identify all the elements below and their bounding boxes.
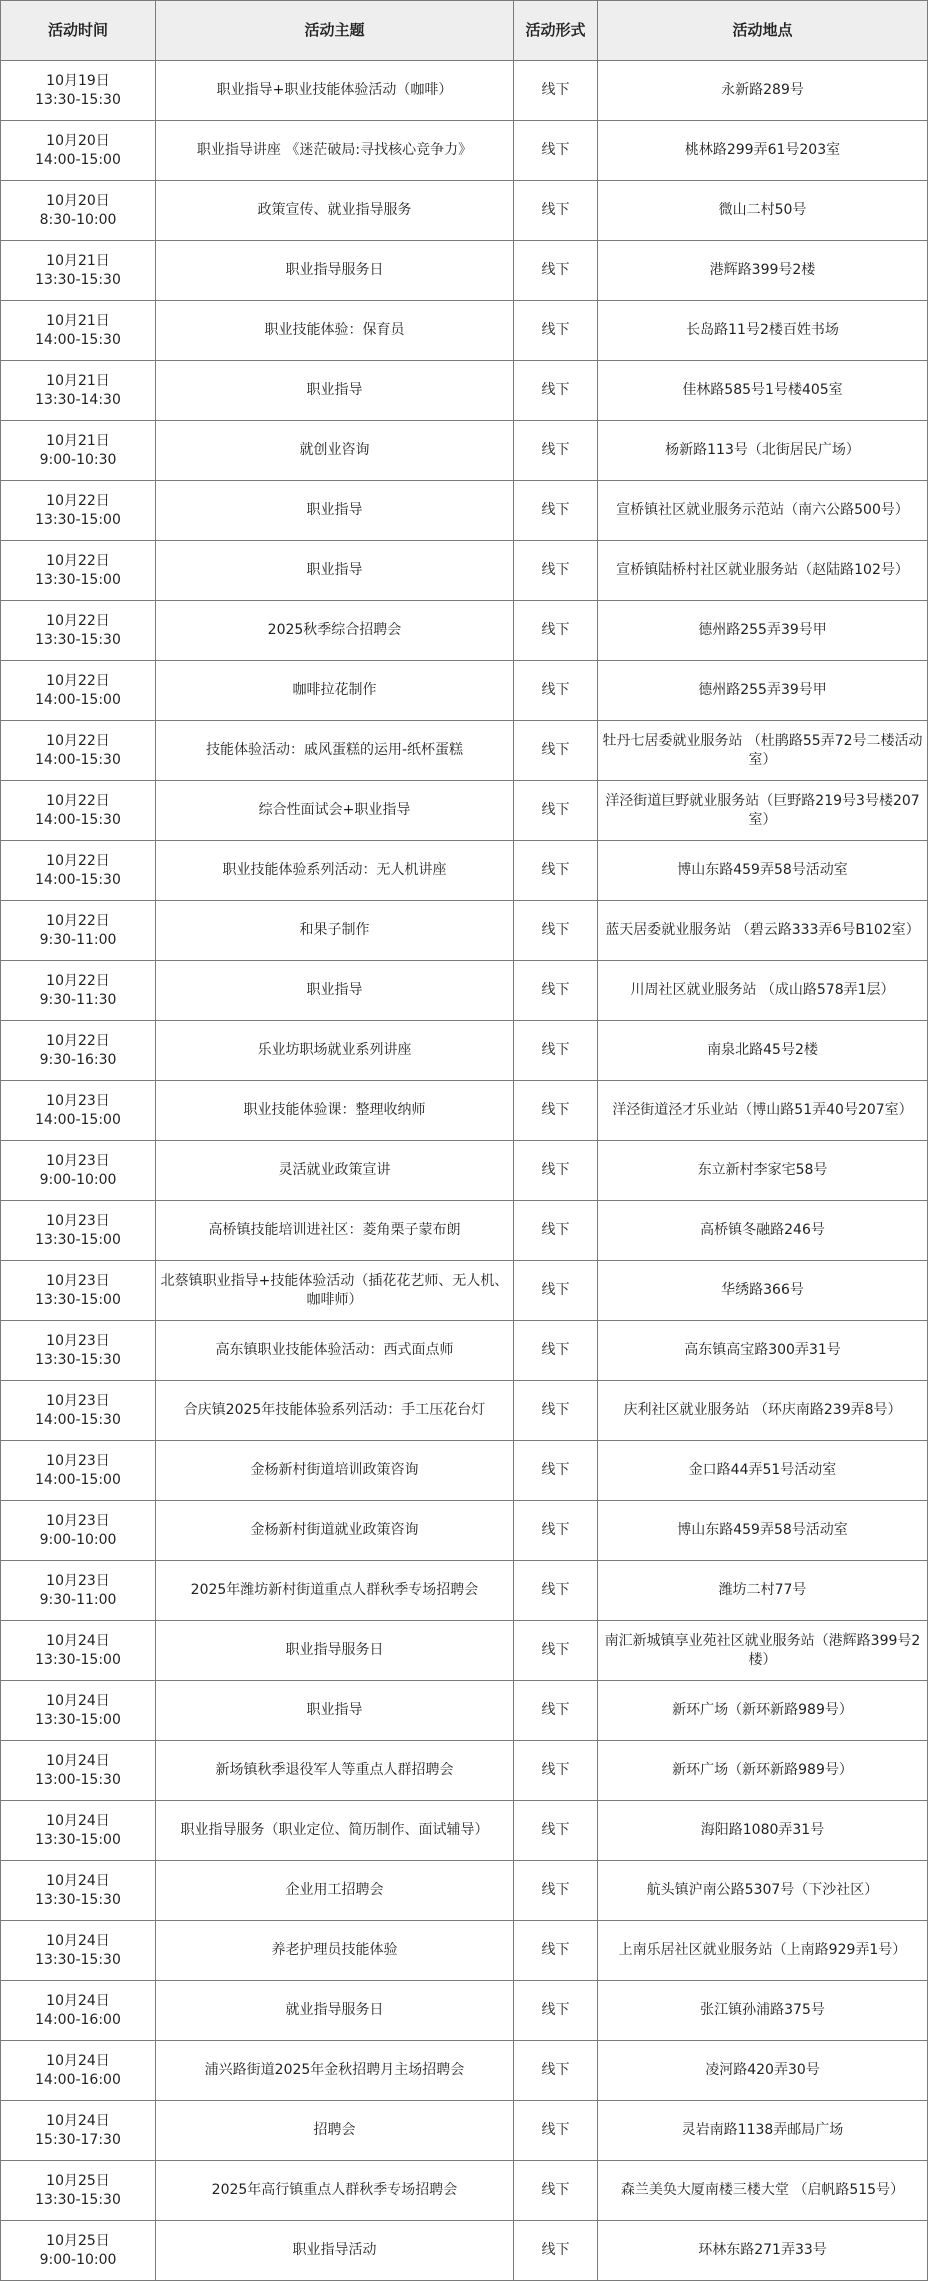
event-time-range: 14:00-15:00 — [35, 1111, 121, 1128]
cell-topic: 职业指导讲座 《迷茫破局:寻找核心竞争力》 — [156, 121, 514, 181]
cell-form: 线下 — [514, 1081, 598, 1141]
event-date: 10月22日 — [46, 612, 110, 629]
event-date: 10月22日 — [46, 492, 110, 509]
cell-location: 环林东路271弄33号 — [598, 2221, 928, 2281]
table-row — [1, 2161, 928, 2221]
cell-time — [1, 61, 156, 121]
table-row — [1, 1561, 928, 1621]
cell-form: 线下 — [514, 1021, 598, 1081]
table-row — [1, 601, 928, 661]
event-date: 10月23日 — [46, 1272, 110, 1289]
cell-location: 佳林路585号1号楼405室 — [598, 361, 928, 421]
cell-form: 线下 — [514, 1441, 598, 1501]
event-date: 10月23日 — [46, 1572, 110, 1589]
cell-location: 张江镇孙浦路375号 — [598, 1981, 928, 2041]
table-row — [1, 1201, 928, 1261]
cell-topic: 职业指导 — [156, 1681, 514, 1741]
event-time-range: 14:00-16:00 — [35, 2071, 121, 2088]
cell-location: 港辉路399号2楼 — [598, 241, 928, 301]
event-date: 10月23日 — [46, 1092, 110, 1109]
cell-form: 线下 — [514, 601, 598, 661]
cell-time — [1, 661, 156, 721]
table-row — [1, 781, 928, 841]
cell-location: 桃林路299弄61号203室 — [598, 121, 928, 181]
event-date: 10月22日 — [46, 672, 110, 689]
cell-form: 线下 — [514, 1801, 598, 1861]
cell-topic: 职业技能体验：保育员 — [156, 301, 514, 361]
header-location: 活动地点 — [598, 1, 928, 61]
cell-topic: 新场镇秋季退役军人等重点人群招聘会 — [156, 1741, 514, 1801]
event-time-range: 9:00-10:00 — [39, 1171, 117, 1188]
event-time-range: 14:00-16:00 — [35, 2011, 121, 2028]
table-row — [1, 61, 928, 121]
cell-time — [1, 241, 156, 301]
table-row — [1, 1261, 928, 1321]
cell-form: 线下 — [514, 2161, 598, 2221]
cell-form: 线下 — [514, 61, 598, 121]
cell-topic: 合庆镇2025年技能体验系列活动：手工压花台灯 — [156, 1381, 514, 1441]
cell-topic: 乐业坊职场就业系列讲座 — [156, 1021, 514, 1081]
event-time-range: 14:00-15:00 — [35, 691, 121, 708]
cell-topic: 政策宣传、就业指导服务 — [156, 181, 514, 241]
cell-location: 海阳路1080弄31号 — [598, 1801, 928, 1861]
cell-topic: 金杨新村街道培训政策咨询 — [156, 1441, 514, 1501]
cell-topic: 技能体验活动：戚风蛋糕的运用-纸杯蛋糕 — [156, 721, 514, 781]
cell-location: 东立新村李家宅58号 — [598, 1141, 928, 1201]
event-date: 10月22日 — [46, 852, 110, 869]
cell-location: 长岛路11号2楼百姓书场 — [598, 301, 928, 361]
cell-location: 牡丹七居委就业服务站 （杜鹃路55弄72号二楼活动室） — [598, 721, 928, 781]
cell-topic: 和果子制作 — [156, 901, 514, 961]
event-date: 10月23日 — [46, 1332, 110, 1349]
event-time-range: 13:30-15:00 — [35, 511, 121, 528]
cell-location: 川周社区就业服务站 （成山路578弄1层） — [598, 961, 928, 1021]
header-form: 活动形式 — [514, 1, 598, 61]
cell-time — [1, 1381, 156, 1441]
event-date: 10月23日 — [46, 1152, 110, 1169]
event-time-range: 13:30-15:30 — [35, 1351, 121, 1368]
cell-time — [1, 1501, 156, 1561]
cell-form: 线下 — [514, 361, 598, 421]
cell-form: 线下 — [514, 1141, 598, 1201]
cell-topic: 养老护理员技能体验 — [156, 1921, 514, 1981]
cell-location: 博山东路459弄58号活动室 — [598, 841, 928, 901]
event-time-range: 13:30-15:30 — [35, 271, 121, 288]
event-time-range: 14:00-15:30 — [35, 811, 121, 828]
event-date: 10月21日 — [46, 312, 110, 329]
event-time-range: 9:30-16:30 — [39, 1051, 117, 1068]
cell-time — [1, 601, 156, 661]
event-date: 10月24日 — [46, 1872, 110, 1889]
event-date: 10月24日 — [46, 1752, 110, 1769]
cell-time — [1, 181, 156, 241]
table-row — [1, 1741, 928, 1801]
table-row — [1, 1621, 928, 1681]
event-date: 10月24日 — [46, 1632, 110, 1649]
event-time-range: 14:00-15:30 — [35, 1411, 121, 1428]
event-time-range: 9:00-10:30 — [39, 451, 117, 468]
event-date: 10月24日 — [46, 2112, 110, 2129]
cell-location: 洋泾街道泾才乐业站（博山路51弄40号207室） — [598, 1081, 928, 1141]
cell-form: 线下 — [514, 181, 598, 241]
event-date: 10月24日 — [46, 1992, 110, 2009]
cell-location: 凌河路420弄30号 — [598, 2041, 928, 2101]
event-date: 10月20日 — [46, 192, 110, 209]
table-row — [1, 181, 928, 241]
cell-topic: 职业指导+职业技能体验活动（咖啡） — [156, 61, 514, 121]
cell-form: 线下 — [514, 721, 598, 781]
table-row — [1, 2221, 928, 2281]
table-row — [1, 1921, 928, 1981]
event-date: 10月23日 — [46, 1212, 110, 1229]
table-row — [1, 1981, 928, 2041]
cell-location: 航头镇沪南公路5307号（下沙社区） — [598, 1861, 928, 1921]
cell-time — [1, 2041, 156, 2101]
cell-time — [1, 301, 156, 361]
event-time-range: 13:30-15:30 — [35, 631, 121, 648]
table-row — [1, 2041, 928, 2101]
cell-topic: 职业指导服务（职业定位、简历制作、面试辅导） — [156, 1801, 514, 1861]
event-date: 10月22日 — [46, 792, 110, 809]
cell-location: 蓝天居委就业服务站 （碧云路333弄6号B102室） — [598, 901, 928, 961]
table-row — [1, 481, 928, 541]
cell-form: 线下 — [514, 1381, 598, 1441]
cell-location: 金口路44弄51号活动室 — [598, 1441, 928, 1501]
event-time-range: 14:00-15:00 — [35, 1471, 121, 1488]
event-time-range: 13:30-15:00 — [35, 571, 121, 588]
cell-topic: 职业指导活动 — [156, 2221, 514, 2281]
event-time-range: 9:00-10:00 — [39, 2251, 117, 2268]
header-time: 活动时间 — [1, 1, 156, 61]
cell-location: 德州路255弄39号甲 — [598, 601, 928, 661]
event-time-range: 14:00-15:00 — [35, 151, 121, 168]
header-row — [1, 1, 928, 61]
header-topic: 活动主题 — [156, 1, 514, 61]
cell-topic: 职业技能体验系列活动：无人机讲座 — [156, 841, 514, 901]
cell-topic: 职业技能体验课：整理收纳师 — [156, 1081, 514, 1141]
cell-form: 线下 — [514, 2101, 598, 2161]
cell-topic: 就业指导服务日 — [156, 1981, 514, 2041]
event-time-range: 13:30-15:00 — [35, 1651, 121, 1668]
table-row — [1, 1801, 928, 1861]
event-date: 10月23日 — [46, 1392, 110, 1409]
cell-location: 永新路289号 — [598, 61, 928, 121]
cell-location: 森兰美奂大厦南楼三楼大堂 （启帆路515号） — [598, 2161, 928, 2221]
event-date: 10月24日 — [46, 1692, 110, 1709]
cell-time — [1, 1081, 156, 1141]
cell-time — [1, 361, 156, 421]
cell-time — [1, 1681, 156, 1741]
event-date: 10月23日 — [46, 1512, 110, 1529]
event-date: 10月24日 — [46, 1812, 110, 1829]
cell-location: 华绣路366号 — [598, 1261, 928, 1321]
event-time-range: 13:30-15:30 — [35, 91, 121, 108]
event-time-range: 13:30-15:00 — [35, 1291, 121, 1308]
cell-location: 德州路255弄39号甲 — [598, 661, 928, 721]
event-time-range: 13:30-15:00 — [35, 1711, 121, 1728]
event-time-range: 14:00-15:30 — [35, 871, 121, 888]
cell-time — [1, 1981, 156, 2041]
cell-location: 微山二村50号 — [598, 181, 928, 241]
cell-time — [1, 1321, 156, 1381]
event-date: 10月25日 — [46, 2232, 110, 2249]
cell-time — [1, 1441, 156, 1501]
table-row — [1, 661, 928, 721]
cell-time — [1, 1861, 156, 1921]
cell-location: 南汇新城镇享业苑社区就业服务站（港辉路399号2楼） — [598, 1621, 928, 1681]
cell-time — [1, 2161, 156, 2221]
table-body — [1, 61, 928, 2281]
table-header — [1, 1, 928, 61]
event-date: 10月25日 — [46, 2172, 110, 2189]
cell-form: 线下 — [514, 2041, 598, 2101]
cell-location: 高东镇高宝路300弄31号 — [598, 1321, 928, 1381]
cell-form: 线下 — [514, 1561, 598, 1621]
cell-topic: 北蔡镇职业指导+技能体验活动（插花花艺师、无人机、咖啡师） — [156, 1261, 514, 1321]
cell-form: 线下 — [514, 421, 598, 481]
table-row — [1, 1081, 928, 1141]
cell-topic: 职业指导 — [156, 361, 514, 421]
table-row — [1, 1381, 928, 1441]
event-date: 10月22日 — [46, 552, 110, 569]
cell-topic: 综合性面试会+职业指导 — [156, 781, 514, 841]
cell-location: 洋泾街道巨野就业服务站（巨野路219号3号楼207室） — [598, 781, 928, 841]
table-row — [1, 721, 928, 781]
table-row — [1, 1861, 928, 1921]
cell-form: 线下 — [514, 481, 598, 541]
table-row — [1, 301, 928, 361]
cell-form: 线下 — [514, 121, 598, 181]
cell-topic: 企业用工招聘会 — [156, 1861, 514, 1921]
event-date: 10月21日 — [46, 432, 110, 449]
event-time-range: 8:30-10:00 — [39, 211, 117, 228]
event-time-range: 15:30-17:30 — [35, 2131, 121, 2148]
cell-location: 南泉北路45号2楼 — [598, 1021, 928, 1081]
cell-form: 线下 — [514, 1921, 598, 1981]
cell-topic: 职业指导服务日 — [156, 241, 514, 301]
cell-form: 线下 — [514, 2221, 598, 2281]
cell-form: 线下 — [514, 781, 598, 841]
cell-location: 杨新路113号（北街居民广场） — [598, 421, 928, 481]
cell-form: 线下 — [514, 301, 598, 361]
cell-form: 线下 — [514, 1621, 598, 1681]
cell-time — [1, 841, 156, 901]
event-date: 10月22日 — [46, 912, 110, 929]
cell-topic: 金杨新村街道就业政策咨询 — [156, 1501, 514, 1561]
event-date: 10月22日 — [46, 732, 110, 749]
cell-time — [1, 1741, 156, 1801]
cell-form: 线下 — [514, 901, 598, 961]
cell-topic: 职业指导服务日 — [156, 1621, 514, 1681]
cell-form: 线下 — [514, 1201, 598, 1261]
table-row — [1, 1501, 928, 1561]
cell-time — [1, 1921, 156, 1981]
cell-time — [1, 2221, 156, 2281]
cell-time — [1, 1561, 156, 1621]
table-row — [1, 421, 928, 481]
table-row — [1, 121, 928, 181]
table-row — [1, 2101, 928, 2161]
cell-time — [1, 1801, 156, 1861]
cell-time — [1, 1141, 156, 1201]
cell-location: 上南乐居社区就业服务站（上南路929弄1号） — [598, 1921, 928, 1981]
cell-form: 线下 — [514, 1681, 598, 1741]
cell-form: 线下 — [514, 841, 598, 901]
event-date: 10月22日 — [46, 972, 110, 989]
event-date: 10月20日 — [46, 132, 110, 149]
event-time-range: 13:30-15:00 — [35, 1831, 121, 1848]
cell-form: 线下 — [514, 1261, 598, 1321]
table-row — [1, 241, 928, 301]
table-row — [1, 1441, 928, 1501]
cell-form: 线下 — [514, 1981, 598, 2041]
cell-time — [1, 1261, 156, 1321]
cell-time — [1, 961, 156, 1021]
table-row — [1, 841, 928, 901]
event-time-range: 13:00-15:30 — [35, 1771, 121, 1788]
table-row — [1, 1141, 928, 1201]
cell-time — [1, 421, 156, 481]
event-date: 10月24日 — [46, 2052, 110, 2069]
event-time-range: 13:30-14:30 — [35, 391, 121, 408]
cell-location: 新环广场（新环新路989号） — [598, 1681, 928, 1741]
cell-form: 线下 — [514, 661, 598, 721]
cell-location: 新环广场（新环新路989号） — [598, 1741, 928, 1801]
cell-time — [1, 1621, 156, 1681]
cell-topic: 浦兴路街道2025年金秋招聘月主场招聘会 — [156, 2041, 514, 2101]
cell-topic: 咖啡拉花制作 — [156, 661, 514, 721]
event-time-range: 14:00-15:30 — [35, 751, 121, 768]
cell-topic: 就创业咨询 — [156, 421, 514, 481]
cell-form: 线下 — [514, 1501, 598, 1561]
cell-location: 博山东路459弄58号活动室 — [598, 1501, 928, 1561]
cell-time — [1, 121, 156, 181]
cell-form: 线下 — [514, 541, 598, 601]
cell-time — [1, 2101, 156, 2161]
cell-form: 线下 — [514, 1741, 598, 1801]
cell-topic: 职业指导 — [156, 481, 514, 541]
cell-time — [1, 901, 156, 961]
table-row — [1, 1681, 928, 1741]
table-row — [1, 541, 928, 601]
cell-topic: 职业指导 — [156, 541, 514, 601]
cell-topic: 灵活就业政策宣讲 — [156, 1141, 514, 1201]
table-row — [1, 901, 928, 961]
event-date: 10月19日 — [46, 72, 110, 89]
cell-time — [1, 1201, 156, 1261]
cell-location: 潍坊二村77号 — [598, 1561, 928, 1621]
event-time-range: 13:30-15:30 — [35, 1951, 121, 1968]
event-time-range: 9:30-11:30 — [39, 991, 117, 1008]
cell-location: 宣桥镇社区就业服务示范站（南六公路500号） — [598, 481, 928, 541]
cell-location: 高桥镇冬融路246号 — [598, 1201, 928, 1261]
event-date: 10月21日 — [46, 252, 110, 269]
event-time-range: 14:00-15:30 — [35, 331, 121, 348]
cell-topic: 招聘会 — [156, 2101, 514, 2161]
cell-form: 线下 — [514, 1321, 598, 1381]
cell-topic: 高桥镇技能培训进社区：菱角栗子蒙布朗 — [156, 1201, 514, 1261]
cell-topic: 2025年高行镇重点人群秋季专场招聘会 — [156, 2161, 514, 2221]
event-time-range: 9:30-11:00 — [39, 931, 117, 948]
cell-time — [1, 1021, 156, 1081]
cell-topic: 2025秋季综合招聘会 — [156, 601, 514, 661]
event-date: 10月21日 — [46, 372, 110, 389]
cell-form: 线下 — [514, 961, 598, 1021]
table-row — [1, 1021, 928, 1081]
event-time-range: 13:30-15:30 — [35, 1891, 121, 1908]
cell-topic: 高东镇职业技能体验活动：西式面点师 — [156, 1321, 514, 1381]
cell-form: 线下 — [514, 1861, 598, 1921]
cell-location: 灵岩南路1138弄邮局广场 — [598, 2101, 928, 2161]
cell-time — [1, 541, 156, 601]
event-time-range: 13:30-15:00 — [35, 1231, 121, 1248]
event-time-range: 13:30-15:30 — [35, 2191, 121, 2208]
cell-location: 庆利社区就业服务站 （环庆南路239弄8号） — [598, 1381, 928, 1441]
event-date: 10月22日 — [46, 1032, 110, 1049]
cell-topic: 2025年潍坊新村街道重点人群秋季专场招聘会 — [156, 1561, 514, 1621]
table-row — [1, 361, 928, 421]
event-time-range: 9:30-11:00 — [39, 1591, 117, 1608]
cell-time — [1, 481, 156, 541]
table-row — [1, 961, 928, 1021]
cell-time — [1, 721, 156, 781]
cell-form: 线下 — [514, 241, 598, 301]
event-time-range: 9:00-10:00 — [39, 1531, 117, 1548]
event-date: 10月23日 — [46, 1452, 110, 1469]
table-row — [1, 1321, 928, 1381]
cell-time — [1, 781, 156, 841]
cell-location: 宣桥镇陆桥村社区就业服务站（赵陆路102号） — [598, 541, 928, 601]
event-date: 10月24日 — [46, 1932, 110, 1949]
cell-topic: 职业指导 — [156, 961, 514, 1021]
